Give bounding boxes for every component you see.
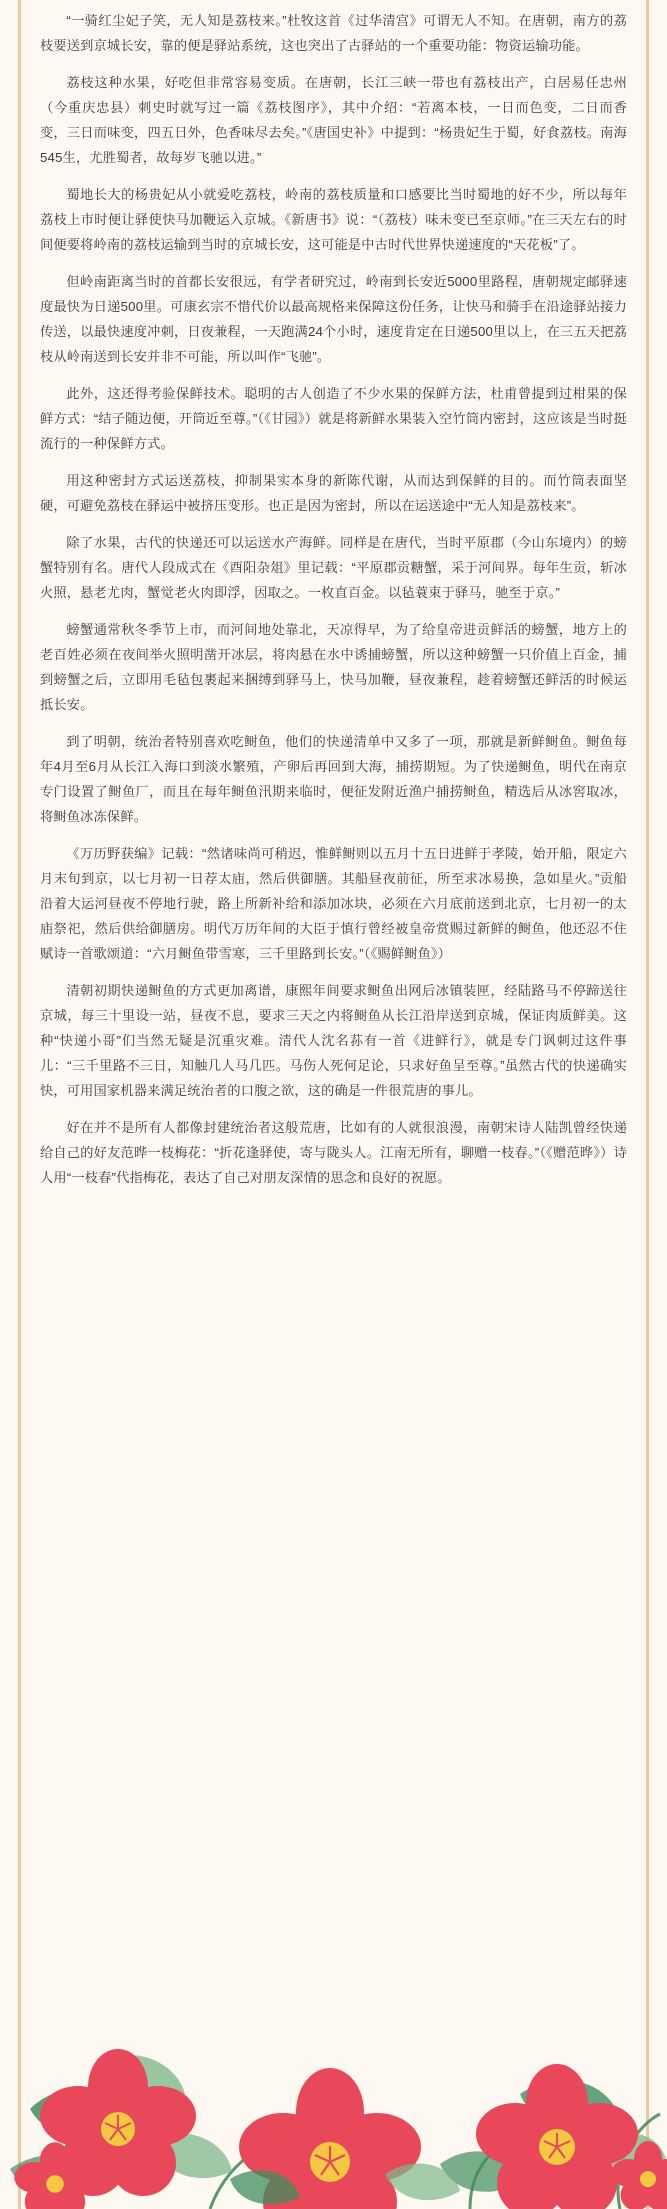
paragraph: 《万历野获编》记载：“然诸味尚可稍迟，惟鲜鲥则以五月十五日进鲜于孝陵，始开船，限定六月末旬到京，以七月初一日荐太庙，然后供御膳。其船昼夜前征，所至求冰易换，急如星火。”贡船沿着大运河昼夜不停地行驶，路上所新补给和添加冰块，必须在六月底前送到北京，七月初一的太庙祭祀，然后供给御膳房。明代万历年间的大臣于慎行曾经被皇帝赏赐过新鲜的鲥鱼，他还忍不住赋诗一首歌颂道：“六月鲥鱼带雪寒，三千里路到长安。”（《赐鲜鲥鱼》） [40,846,627,961]
article-body [40,8,627,1202]
flower-bud-small-left [14,2142,95,2209]
flower-right [476,2064,638,2209]
floral-decoration [0,1879,667,2209]
paragraph: 好在并不是所有人都像封建统治者这般荒唐，比如有的人就很浪漫，南朝宋诗人陆凯曾经快递给自己的好友范晔一枝梅花：“折花逢驿使，寄与陇头人。江南无所有，聊赠一枝春。”（《赠范晔》）诗人用“一枝春”代指梅花，表达了自己对朋友深情的思念和良好的祝愿。 [40,1120,627,1185]
flower-left [40,2049,196,2196]
paragraph: 除了水果，古代的快递还可以运送水产海鲜。同样是在唐代，当时平原郡（今山东境内）的螃蟹特别有名。唐代人段成式在《酉阳杂俎》里记载：“平原郡贡糖蟹，采于河间界。每年生贡，斩冰火照，悬老尤肉，蟹觉老火肉即浮，因取之。一枚直百金。以毡蓑束于驿马，驰至于京。” [40,535,627,600]
right-border-rule [646,0,649,2209]
flower-bud-small-right [611,2141,667,2209]
leaf-group-foreground [230,2163,460,2204]
paragraph: 荔枝这种水果，好吃但非常容易变质。在唐朝，长江三峡一带也有荔枝出产，白居易任忠州（今重庆忠县）刺史时就写过一篇《荔枝图序》，其中介绍：“若离本枝，一日而色变，二日而香变，三日而味变，四五日外，色香味尽去矣。”《唐国史补》中提到：“杨贵妃生于蜀，好食荔枝。南海545生，尤胜蜀者，故每岁飞驰以进。” [40,75,627,165]
leaf-group-left [10,2055,232,2195]
paragraph: 蜀地长大的杨贵妃从小就爱吃荔枝，岭南的荔枝质量和口感要比当时蜀地的好不少，所以每年荔枝上市时便让驿使快马加鞭运入京城。《新唐书》说：“（荔枝）味未变已至京师。”在三天左右的时间便要将岭南的荔枝运输到当时的京城长安，这可能是中古时代世界快递速度的“天花板”了。 [40,187,627,252]
leaf-group-right [440,2080,667,2192]
left-border-rule [18,0,21,2209]
paragraph: “一骑红尘妃子笑，无人知是荔枝来。”杜牧这首《过华清宫》可谓无人不知。在唐朝，南方的荔枝要送到京城长安，靠的便是驿站系统，这也突出了古驿站的一个重要功能：物资运输功能。 [40,13,627,53]
paragraph: 到了明朝，统治者特别喜欢吃鲥鱼，他们的快递清单中又多了一项，那就是新鲜鲥鱼。鲥鱼每年4月至6月从长江入海口到淡水繁殖，产卵后再回到大海，捕捞期短。为了快递鲥鱼，明代在南京专门设置了鲥鱼厂，而且在每年鲥鱼汛期来临时，便征发附近渔户捕捞鲥鱼，精选后从冰窖取冰，将鲥鱼冰冻保鲜。 [40,734,627,824]
paragraph: 但岭南距离当时的首都长安很远，有学者研究过，岭南到长安近5000里路程，唐朝规定邮驿速度最快为日递500里。可康玄宗不惜代价以最高规格来保障这份任务，让快马和骑手在沿途驿站接力传送，以最快速度冲刺，日夜兼程，一天跑满24个小时，速度肯定在日递500里以上，在三五天把荔枝从岭南送到长安并非不可能，所以叫作“飞驰”。 [40,274,627,364]
stem-group [40,2114,660,2209]
paragraph: 此外，这还得考验保鲜技术。聪明的古人创造了不少水果的保鲜方法，杜甫曾提到过柑果的保鲜方式：“结子随边便，开筒近至尊。”（《甘园》）就是将新鲜水果装入空竹筒内密封，这应该是当时挺流行的一种保鲜方式。 [40,386,627,451]
paragraph: 清朝初期快递鲥鱼的方式更加离谱，康熙年间要求鲥鱼出网后冰镇装匣，经陆路马不停蹄送往京城，每三十里设一站，昼夜不息，要求三天之内将鲥鱼从长江沿岸送到京城，保证肉质鲜美。这种“快递小哥”们当然无疑是沉重灾难。清代人沈名荪有一首《进鲜行》，就是专门讽刺过这件事儿：“三千里路不三日，知触几人马几匹。马伤人死何足论，只求好鱼呈至尊。”虽然古代的快递确实快，可用国家机器来满足统治者的口腹之欲，这的确是一件很荒唐的事儿。 [40,983,627,1098]
paragraph: 螃蟹通常秋冬季节上市，而河间地处靠北，天凉得早，为了给皇帝进贡鲜活的螃蟹，地方上的老百姓必须在夜间举火照明凿开冰层，将肉悬在水中诱捕螃蟹，所以这种螃蟹一只价值上百金，捕到螃蟹之后，立即用毛毡包裹起来捆缚到驿马上，快马加鞭，昼夜兼程，趁着螃蟹还鲜活的时候运抵长安。 [40,622,627,712]
flower-center [239,2068,421,2209]
paragraph: 用这种密封方式运送荔枝，抑制果实本身的新陈代谢，从而达到保鲜的目的。而竹筒表面坚硬，可避免荔枝在驿运中被挤压变形。也正是因为密封，所以在运送途中“无人知是荔枝来”。 [40,473,627,513]
